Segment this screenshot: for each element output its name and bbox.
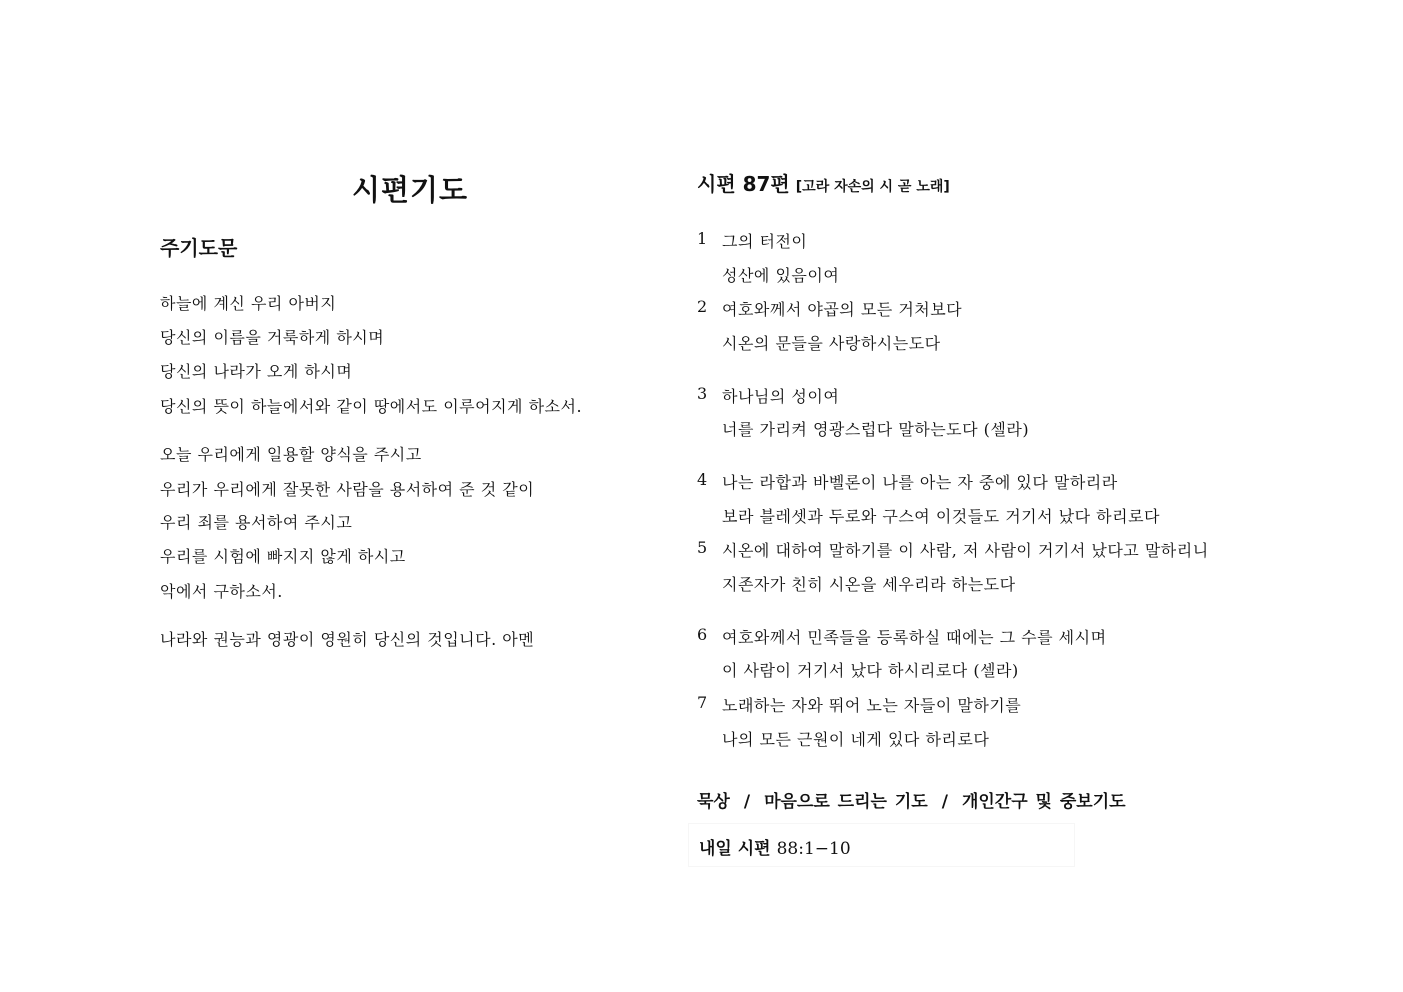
verse-number: 1 (697, 229, 708, 248)
verse-text: 그의 터전이 (722, 232, 808, 251)
option-meditation: 묵상 (697, 792, 730, 812)
verse-number: 5 (697, 538, 708, 557)
prayer-line: 오늘 우리에게 일용할 양식을 주시고 (160, 445, 422, 464)
separator: / (743, 792, 751, 812)
verse-text: 지존자가 친히 시온을 세우리라 하는도다 (722, 575, 1016, 594)
prayer-line: 당신의 뜻이 하늘에서와 같이 땅에서도 이루어지게 하소서. (160, 397, 583, 416)
tomorrow-label: 내일 시편 (699, 839, 771, 859)
tomorrow-reference: 88:1−10 (776, 839, 851, 859)
verse-text: 노래하는 자와 뛰어 노는 자들이 말하기를 (722, 696, 1022, 715)
verse-number: 4 (697, 470, 708, 489)
separator: / (941, 792, 948, 812)
psalm-title: 시편 87편 (697, 172, 790, 196)
verse-number: 7 (697, 693, 708, 712)
tomorrow-psalm (699, 834, 851, 859)
section-title: 주기도문 (160, 236, 238, 260)
prayer-line: 당신의 나라가 오게 하시며 (160, 362, 353, 381)
prayer-line: 우리 죄를 용서하여 주시고 (160, 513, 353, 532)
verse-text: 나는 라합과 바벨론이 나를 아는 자 중에 있다 말하리라 (722, 473, 1118, 492)
verse-number: 3 (697, 384, 708, 403)
verse-number: 2 (697, 297, 708, 316)
verse-text: 여호와께서 민족들을 등록하실 때에는 그 수를 세시며 (722, 628, 1107, 647)
prayer-options (697, 787, 1126, 812)
option-heart-prayer: 마음으로 드리는 기도 (764, 792, 928, 812)
verse-text: 너를 가리켜 영광스럽다 말하는도다 (셀라) (722, 420, 1030, 439)
verse-text: 시온에 대하여 말하기를 이 사람, 저 사람이 거기서 났다고 말하리니 (722, 541, 1209, 560)
prayer-line: 우리가 우리에게 잘못한 사람을 용서하여 준 것 같이 (160, 480, 535, 499)
verse-text: 여호와께서 야곱의 모든 거처보다 (722, 300, 963, 319)
page-title: 시편기도 (352, 173, 469, 207)
psalm-header (697, 168, 950, 197)
verse-text: 보라 블레셋과 두로와 구스여 이것들도 거기서 났다 하리로다 (722, 507, 1161, 526)
prayer-line: 나라와 권능과 영광이 영원히 당신의 것입니다. 아멘 (160, 630, 535, 649)
prayer-line: 우리를 시험에 빠지지 않게 하시고 (160, 547, 406, 566)
option-intercession: 개인간구 및 중보기도 (961, 792, 1126, 812)
psalm-subtitle: [고라 자손의 시 곧 노래] (795, 179, 950, 195)
verse-text: 성산에 있음이여 (722, 266, 840, 285)
verse-text: 시온의 문들을 사랑하시는도다 (722, 334, 941, 353)
tomorrow-psalm-box (688, 823, 1075, 867)
verse-number: 6 (697, 625, 708, 644)
verse-text: 나의 모든 근원이 네게 있다 하리로다 (722, 730, 990, 749)
verse-text: 이 사람이 거기서 났다 하시리로다 (셀라) (722, 661, 1019, 680)
verse-text: 하나님의 성이여 (722, 387, 840, 406)
prayer-line: 하늘에 계신 우리 아버지 (160, 294, 337, 313)
prayer-line: 악에서 구하소서. (160, 582, 283, 601)
prayer-line: 당신의 이름을 거룩하게 하시며 (160, 328, 385, 347)
